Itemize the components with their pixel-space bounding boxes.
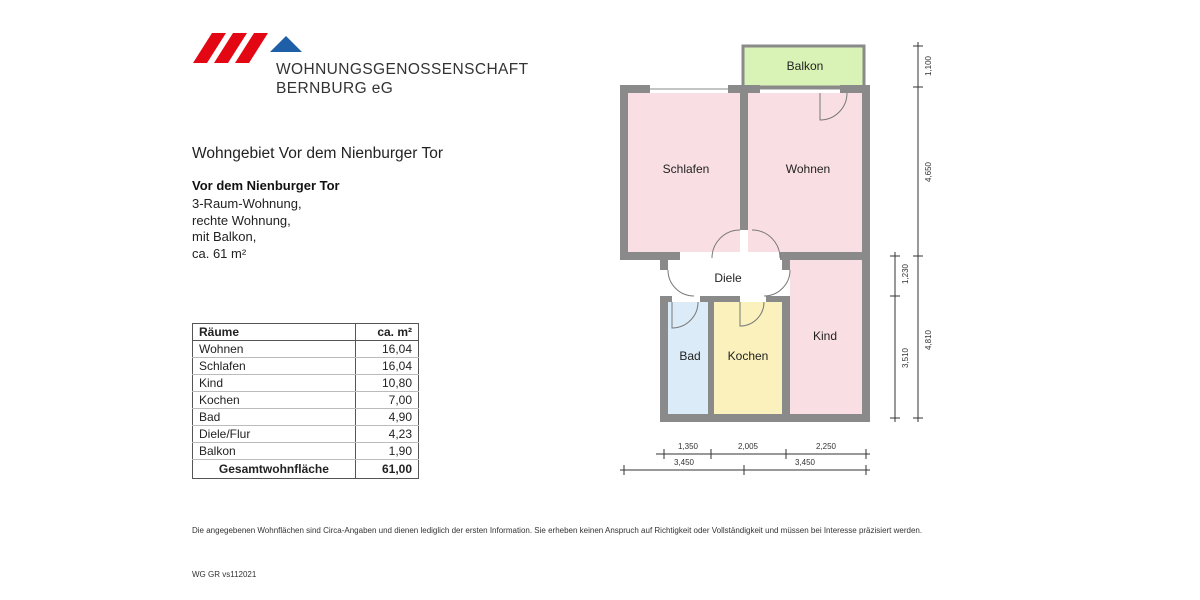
dim-label: 3,450 [673,458,695,467]
wall [620,252,680,260]
door-swing [764,270,790,296]
wall [862,85,870,260]
dim-label: 2,250 [815,442,837,451]
room-area: 10,80 [355,375,418,392]
room-label-schlafen: Schlafen [662,162,710,176]
room-label-kind: Kind [812,329,838,343]
wall [748,85,760,93]
listing-line: 3-Raum-Wohnung, [192,196,302,211]
disclaimer-text: Die angegebenen Wohnflächen sind Circa-Angaben und dienen lediglich der ersten Information. Sie erheben keinen Anspruch auf Richtigkeit oder Vollständigkeit und müssen bei Interesse präzisiert werden. [192,526,923,535]
room-label-balkon: Balkon [786,59,824,73]
room-label-wohnen: Wohnen [785,162,831,176]
dim-label: 3,450 [794,458,816,467]
room-name: Diele/Flur [193,426,356,443]
wall [708,296,714,414]
dimension-lines-bottom [620,449,870,475]
room-area: 16,04 [355,358,418,375]
wall [660,414,790,422]
wall [782,414,870,422]
dim-label: 4,650 [924,161,933,183]
listing-line: rechte Wohnung, [192,212,291,228]
wall [660,260,668,270]
room-area: 4,23 [355,426,418,443]
total-value: 61,00 [355,460,418,479]
room-name: Kind [193,375,356,392]
door-swing [668,270,694,296]
wall [660,296,672,302]
room-label-bad: Bad [679,349,701,363]
room-name: Schlafen [193,358,356,375]
wall [740,85,748,230]
room-name: Wohnen [193,341,356,358]
wall [782,260,790,270]
document-code: WG GR vs112021 [192,570,257,579]
total-label: Gesamtwohnfläche [193,460,356,479]
listing-line: ca. 61 m² [192,245,247,261]
dim-label: 1,100 [924,55,933,77]
wall [840,85,870,93]
listing-line: mit Balkon, [192,229,257,244]
dim-label: 4,810 [924,329,933,351]
room-area: 16,04 [355,341,418,358]
dim-label: 1,350 [677,442,699,451]
dim-label: 2,005 [737,442,759,451]
page-heading: Wohngebiet Vor dem Nienburger Tor [192,145,444,162]
dim-label: 3,510 [901,347,910,369]
wall [620,85,650,93]
header-area: ca. m² [355,324,418,341]
room-area: 7,00 [355,392,418,409]
room-name: Bad [193,409,356,426]
header-room: Räume [193,324,356,341]
listing-title: Vor dem Nienburger Tor [192,178,340,193]
dim-label: 1,230 [901,263,910,285]
wall [782,296,790,422]
company-name-line2: BERNBURG eG [276,80,394,97]
room-label-diele: Diele [714,271,742,285]
room-name: Balkon [193,443,356,460]
company-name-line1: WOHNUNGSGENOSSENSCHAFT [276,61,529,78]
room-label-kochen: Kochen [727,349,769,363]
wall [660,296,668,422]
wall [780,252,870,260]
wall [620,85,628,260]
room-area: 4,90 [355,409,418,426]
room-name: Kochen [193,392,356,409]
room-area: 1,90 [355,443,418,460]
wall [700,296,740,302]
wall [862,252,870,422]
wall [766,296,790,302]
